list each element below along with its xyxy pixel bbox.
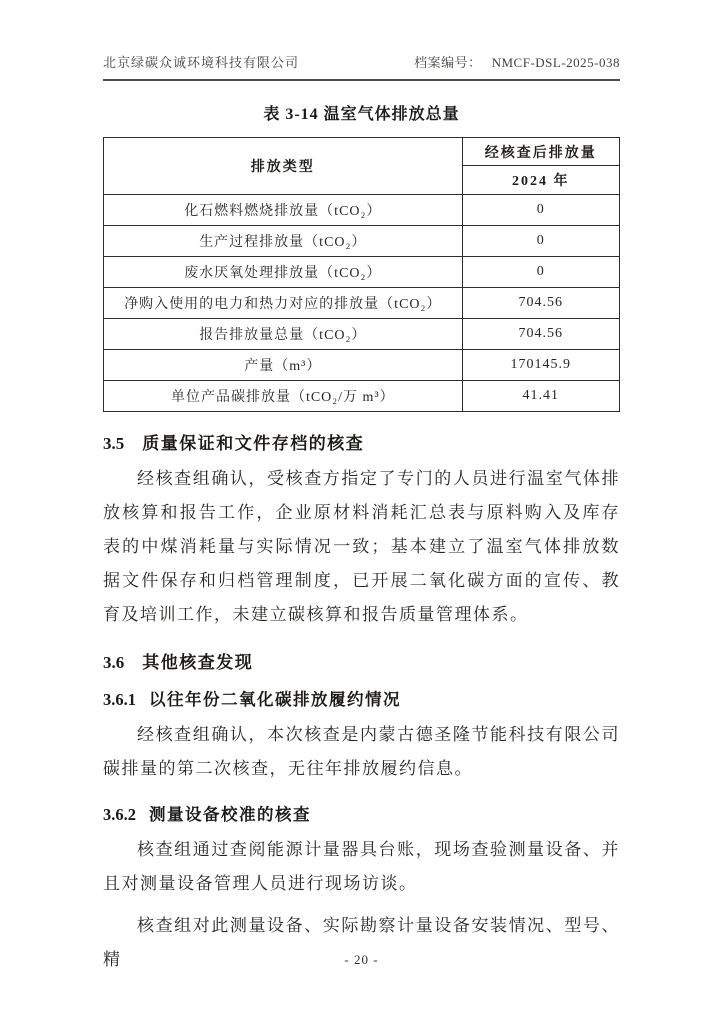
section-number: 3.6.2 [103, 805, 136, 824]
emission-value-cell: 0 [462, 257, 619, 288]
section-number: 3.5 [103, 434, 125, 453]
emission-table-header [104, 138, 620, 195]
section-3-6-1-paragraph: 经核查组确认，本次核查是内蒙古德圣隆节能科技有限公司碳排量的第二次核查，无往年排放履约信息。 [103, 725, 620, 778]
header-company-name: 北京绿碳众诚环境科技有限公司 [103, 55, 300, 70]
emission-value-cell: 0 [462, 226, 619, 257]
section-3-5-paragraph: 经核查组确认，受核查方指定了专门的人员进行温室气体排放核算和报告工作，企业原材料消耗汇总表与原料购入及库存表的中煤消耗量与实际情况一致；基本建立了温室气体排放数据文件保存和归档管理制度，已开展二氧化碳方面的宣传、教育及培训工作，未建立碳核算和报告质量管理体系。 [103, 469, 620, 624]
emission-value-cell: 704.56 [462, 319, 619, 350]
section-3-6-2-paragraph-2: 核查组对此测量设备、实际勘察计量设备安装情况、型号、精 [103, 916, 620, 969]
doc-id-label: 档案编号： [414, 55, 482, 70]
table-title: 表 3-14 温室气体排放总量 [263, 106, 460, 123]
section-title: 质量保证和文件存档的核查 [142, 434, 365, 453]
emission-table-body [104, 195, 620, 412]
emission-value-cell: 704.56 [462, 288, 619, 319]
col-header-year: 2024 年 [462, 166, 619, 195]
section-3-6-2-paragraph-1: 核查组通过查阅能源计量器具台账，现场查验测量设备、并且对测量设备管理人员进行现场访谈。 [103, 840, 620, 893]
table-row [104, 288, 620, 319]
emission-value-cell: 41.41 [462, 381, 619, 412]
page-number: - 20 - [344, 952, 379, 967]
emission-type-cell: 单位产品碳排放量（tCO₂/万 m³） [104, 381, 463, 412]
emission-type-cell: 报告排放量总量（tCO₂） [104, 319, 463, 350]
table-row [104, 226, 620, 257]
doc-id-number: NMCF-DSL-2025-038 [491, 55, 620, 70]
section-heading-3-6 [103, 648, 620, 673]
section-title: 以往年份二氧化碳排放履约情况 [149, 690, 401, 709]
col-header-verified-emissions: 经核查后排放量 [462, 138, 619, 166]
emission-type-cell: 生产过程排放量（tCO₂） [104, 226, 463, 257]
section-heading-3-6-2 [103, 801, 620, 825]
emission-value-cell: 170145.9 [462, 350, 619, 381]
emission-table [103, 137, 620, 412]
emission-type-cell: 废水厌氧处理排放量（tCO₂） [104, 257, 463, 288]
emission-type-cell: 化石燃料燃烧排放量（tCO₂） [104, 195, 463, 226]
table-row [104, 319, 620, 350]
col-header-emission-type: 排放类型 [104, 138, 463, 195]
section-number: 3.6 [103, 653, 125, 672]
section-heading-3-6-1 [103, 686, 620, 710]
table-row [104, 195, 620, 226]
table-row [104, 381, 620, 412]
emission-value-cell: 0 [462, 195, 619, 226]
table-row [104, 257, 620, 288]
table-row [104, 350, 620, 381]
section-number: 3.6.1 [103, 690, 136, 709]
section-title: 测量设备校准的核查 [149, 805, 311, 824]
emission-type-cell: 净购入使用的电力和热力对应的排放量（tCO₂） [104, 288, 463, 319]
section-title: 其他核查发现 [142, 653, 254, 672]
section-heading-3-5 [103, 429, 620, 454]
page-header [103, 52, 620, 81]
emission-type-cell: 产量（m³） [104, 350, 463, 381]
header-doc-id [414, 52, 620, 71]
